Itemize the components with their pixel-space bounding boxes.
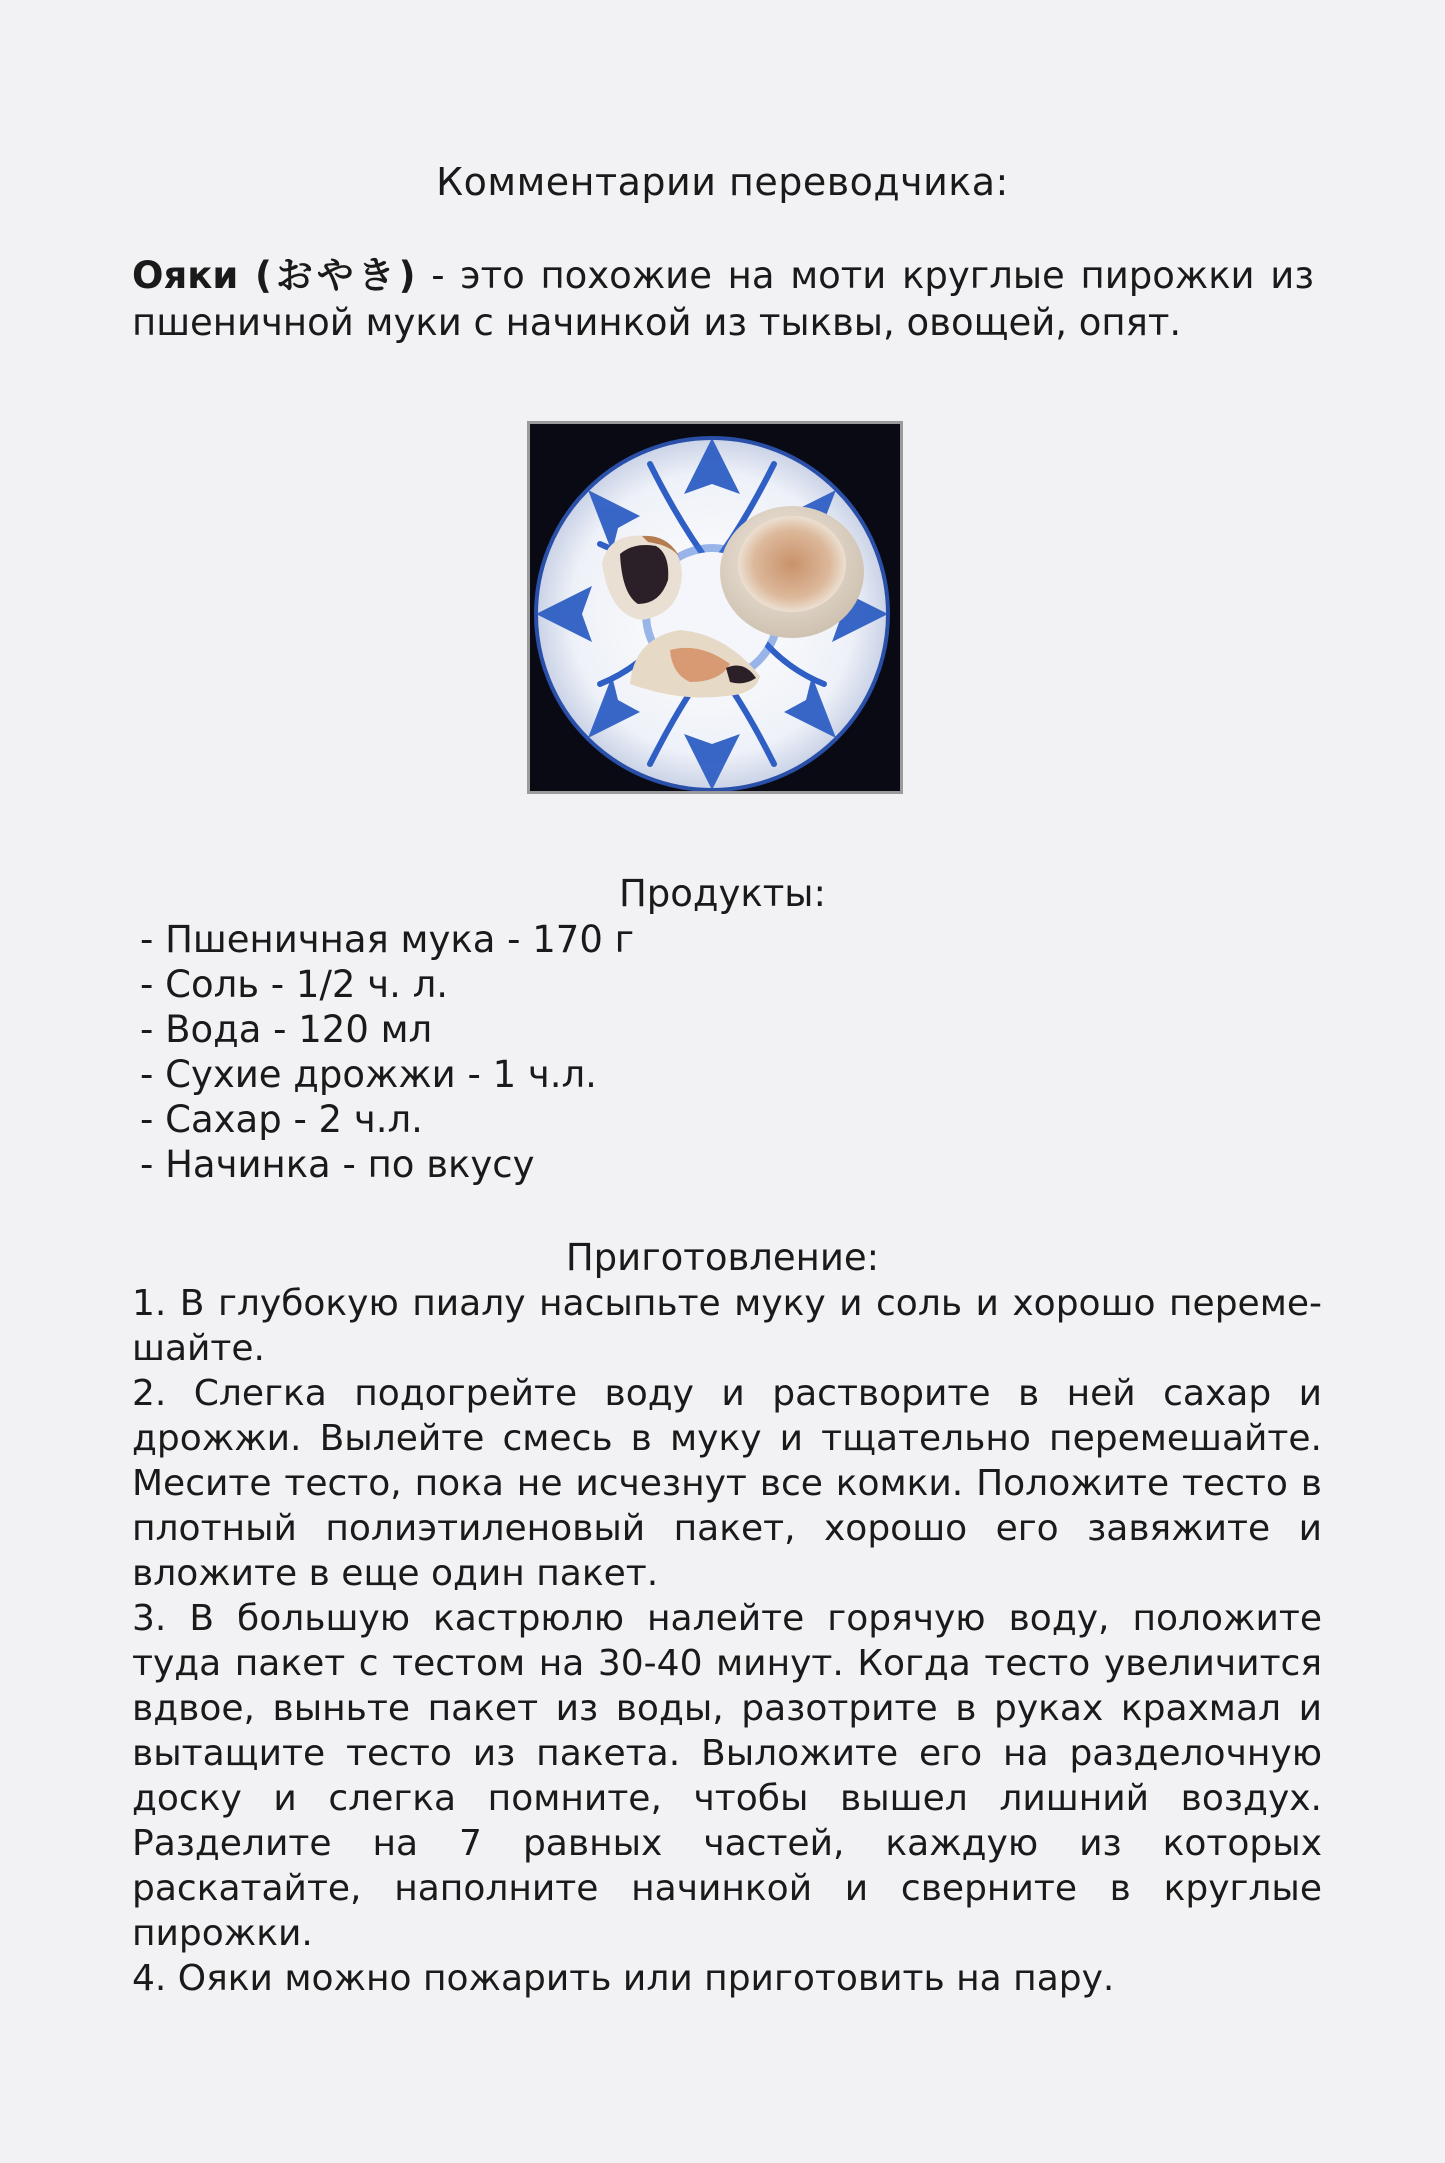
ingredients-heading: Продукты: (618, 872, 826, 915)
preparation-step: 2. Слегка подогрейте воду и растворите в ней сахар и дрожжи. Вылейте смесь в муку и тщательно перемешайте. Месите тесто, пока не исчезнут все комки. Положите тесто в плотный полиэтиленовый пакет, хорошо его завяжите и вложите в еще один пакет. (132, 1373, 1322, 1594)
ingredient-item: - Вода - 120 мл (140, 1008, 433, 1051)
ingredient-item: - Пшеничная мука - 170 г (140, 918, 635, 961)
oyaki-photo (527, 421, 903, 794)
intro-text: - это похожие на моти круглые пирожки из пшеничной муки с начинкой из тыквы, овощей, опят. (132, 254, 1314, 344)
intro-paragraph (132, 252, 1314, 346)
page-title: Комментарии переводчика: (436, 160, 1009, 204)
intro-term: Ояки (おやき) (132, 254, 416, 297)
preparation-heading: Приготовление: (565, 1236, 880, 1279)
ingredient-item: - Соль - 1/2 ч. л. (140, 963, 449, 1006)
preparation-step: 1. В глубокую пиалу насыпьте муку и соль и хорошо переме-шайте. (132, 1283, 1322, 1369)
preparation-steps (132, 1281, 1322, 2001)
preparation-step: 3. В большую кастрюлю налейте горячую воду, положите туда пакет с тестом на 30-40 минут. Когда тесто увеличится вдвое, выньте пакет из воды, разотрите в руках крахмал и вытащите тесто из пакета. Выложите его на разделочную доску и слегка помните, чтобы вышел лишний воздух. Разделите на 7 равных частей, каждую из которых раскатайте, наполните начинкой и сверните в круглые пирожки. (132, 1598, 1322, 1954)
oyaki-photo-icon (530, 424, 900, 791)
ingredients-list (140, 917, 634, 1187)
ingredient-item: - Начинка - по вкусу (140, 1143, 535, 1186)
ingredient-item: - Сухие дрожжи - 1 ч.л. (140, 1053, 597, 1096)
ingredient-item: - Сахар - 2 ч.л. (140, 1098, 423, 1141)
preparation-step: 4. Ояки можно пожарить или приготовить на пару. (132, 1958, 1115, 1999)
